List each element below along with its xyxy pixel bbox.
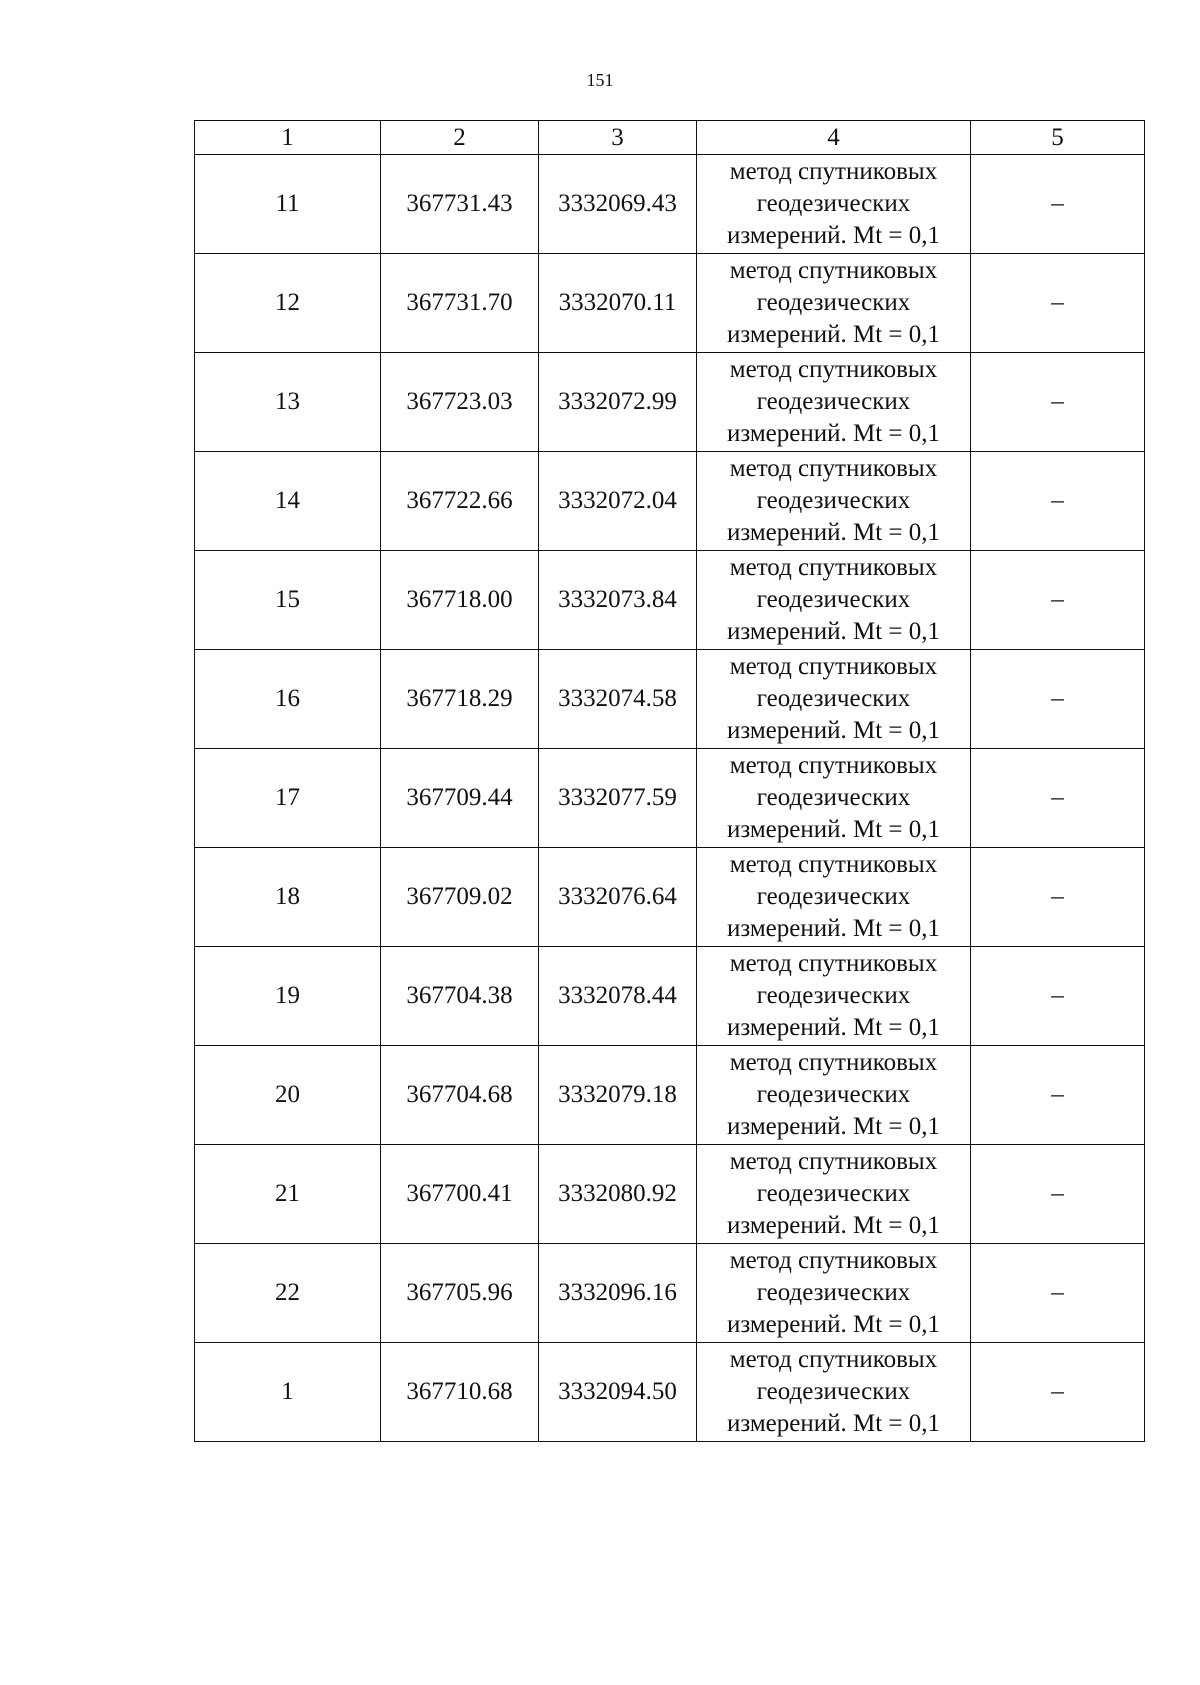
table-row [195, 254, 1145, 353]
y-coordinate-cell: 3332094.50 [539, 1343, 697, 1442]
y-coordinate-cell: 3332080.92 [539, 1145, 697, 1244]
coordinates-table [194, 120, 1145, 1442]
method-line: измерений. Mt = 0,1 [726, 519, 941, 546]
method-line: геодезических [756, 190, 911, 217]
method-cell [697, 353, 971, 452]
method-cell [697, 155, 971, 254]
column-header-4: 4 [697, 121, 971, 155]
y-coordinate-cell: 3332079.18 [539, 1046, 697, 1145]
table-row [195, 749, 1145, 848]
column-header-2: 2 [381, 121, 539, 155]
point-number-cell: 22 [195, 1244, 381, 1343]
note-cell: – [971, 1046, 1145, 1145]
y-coordinate-cell: 3332074.58 [539, 650, 697, 749]
table-row [195, 848, 1145, 947]
method-line: метод спутниковых [729, 950, 938, 977]
x-coordinate-cell: 367700.41 [381, 1145, 539, 1244]
method-line: метод спутниковых [729, 851, 938, 878]
column-header-1: 1 [195, 121, 381, 155]
note-cell: – [971, 848, 1145, 947]
point-number-cell: 1 [195, 1343, 381, 1442]
method-line: измерений. Mt = 0,1 [726, 420, 941, 447]
method-line: измерений. Mt = 0,1 [726, 1212, 941, 1239]
page-number: 151 [586, 70, 614, 90]
method-line: геодезических [756, 685, 911, 712]
note-cell: – [971, 551, 1145, 650]
point-number-cell: 11 [195, 155, 381, 254]
method-line: геодезических [756, 1081, 911, 1108]
note-cell: – [971, 1145, 1145, 1244]
x-coordinate-cell: 367710.68 [381, 1343, 539, 1442]
table-row [195, 155, 1145, 254]
method-cell [697, 1046, 971, 1145]
method-line: измерений. Mt = 0,1 [726, 816, 941, 843]
method-cell [697, 551, 971, 650]
method-cell [697, 452, 971, 551]
method-line: геодезических [756, 1180, 911, 1207]
y-coordinate-cell: 3332078.44 [539, 947, 697, 1046]
method-line: метод спутниковых [729, 1247, 938, 1274]
point-number-cell: 17 [195, 749, 381, 848]
method-line: метод спутниковых [729, 1346, 938, 1373]
method-line: метод спутниковых [729, 554, 938, 581]
x-coordinate-cell: 367709.02 [381, 848, 539, 947]
x-coordinate-cell: 367718.29 [381, 650, 539, 749]
method-line: геодезических [756, 883, 911, 910]
method-line: измерений. Mt = 0,1 [726, 222, 941, 249]
y-coordinate-cell: 3332076.64 [539, 848, 697, 947]
x-coordinate-cell: 367722.66 [381, 452, 539, 551]
table-row [195, 947, 1145, 1046]
method-line: метод спутниковых [729, 356, 938, 383]
method-cell [697, 848, 971, 947]
note-cell: – [971, 254, 1145, 353]
point-number-cell: 12 [195, 254, 381, 353]
table-header-row [195, 121, 1145, 155]
note-cell: – [971, 353, 1145, 452]
table-row [195, 1343, 1145, 1442]
y-coordinate-cell: 3332077.59 [539, 749, 697, 848]
note-cell: – [971, 1244, 1145, 1343]
method-line: геодезических [756, 1378, 911, 1405]
note-cell: – [971, 155, 1145, 254]
x-coordinate-cell: 367704.68 [381, 1046, 539, 1145]
method-line: геодезических [756, 784, 911, 811]
method-line: метод спутниковых [729, 653, 938, 680]
method-line: метод спутниковых [729, 257, 938, 284]
note-cell: – [971, 452, 1145, 551]
column-header-3: 3 [539, 121, 697, 155]
table-row [195, 551, 1145, 650]
point-number-cell: 15 [195, 551, 381, 650]
x-coordinate-cell: 367704.38 [381, 947, 539, 1046]
note-cell: – [971, 1343, 1145, 1442]
y-coordinate-cell: 3332096.16 [539, 1244, 697, 1343]
note-cell: – [971, 947, 1145, 1046]
method-line: измерений. Mt = 0,1 [726, 321, 941, 348]
point-number-cell: 21 [195, 1145, 381, 1244]
method-line: геодезических [756, 1279, 911, 1306]
x-coordinate-cell: 367731.70 [381, 254, 539, 353]
method-line: геодезических [756, 487, 911, 514]
table-row [195, 452, 1145, 551]
point-number-cell: 19 [195, 947, 381, 1046]
table-row [195, 1244, 1145, 1343]
method-line: измерений. Mt = 0,1 [726, 1014, 941, 1041]
point-number-cell: 20 [195, 1046, 381, 1145]
method-line: геодезических [756, 388, 911, 415]
method-line: метод спутниковых [729, 455, 938, 482]
y-coordinate-cell: 3332072.04 [539, 452, 697, 551]
table-row [195, 1145, 1145, 1244]
x-coordinate-cell: 367709.44 [381, 749, 539, 848]
table-row [195, 1046, 1145, 1145]
method-line: метод спутниковых [729, 752, 938, 779]
x-coordinate-cell: 367705.96 [381, 1244, 539, 1343]
note-cell: – [971, 749, 1145, 848]
y-coordinate-cell: 3332070.11 [539, 254, 697, 353]
method-cell [697, 650, 971, 749]
point-number-cell: 13 [195, 353, 381, 452]
method-line: геодезических [756, 586, 911, 613]
method-line: измерений. Mt = 0,1 [726, 1410, 941, 1437]
method-cell [697, 1343, 971, 1442]
method-line: метод спутниковых [729, 1049, 938, 1076]
y-coordinate-cell: 3332069.43 [539, 155, 697, 254]
method-cell [697, 947, 971, 1046]
note-cell: – [971, 650, 1145, 749]
method-line: измерений. Mt = 0,1 [726, 717, 941, 744]
method-line: геодезических [756, 289, 911, 316]
y-coordinate-cell: 3332073.84 [539, 551, 697, 650]
point-number-cell: 18 [195, 848, 381, 947]
method-line: измерений. Mt = 0,1 [726, 915, 941, 942]
y-coordinate-cell: 3332072.99 [539, 353, 697, 452]
table-body [195, 121, 1145, 1442]
method-cell [697, 254, 971, 353]
column-header-5: 5 [971, 121, 1145, 155]
method-line: измерений. Mt = 0,1 [726, 1113, 941, 1140]
table-row [195, 353, 1145, 452]
method-cell [697, 1244, 971, 1343]
point-number-cell: 16 [195, 650, 381, 749]
table-row [195, 650, 1145, 749]
x-coordinate-cell: 367723.03 [381, 353, 539, 452]
x-coordinate-cell: 367718.00 [381, 551, 539, 650]
x-coordinate-cell: 367731.43 [381, 155, 539, 254]
method-cell [697, 749, 971, 848]
method-line: геодезических [756, 982, 911, 1009]
point-number-cell: 14 [195, 452, 381, 551]
method-cell [697, 1145, 971, 1244]
method-line: метод спутниковых [729, 158, 938, 185]
method-line: измерений. Mt = 0,1 [726, 1311, 941, 1338]
method-line: измерений. Mt = 0,1 [726, 618, 941, 645]
method-line: метод спутниковых [729, 1148, 938, 1175]
